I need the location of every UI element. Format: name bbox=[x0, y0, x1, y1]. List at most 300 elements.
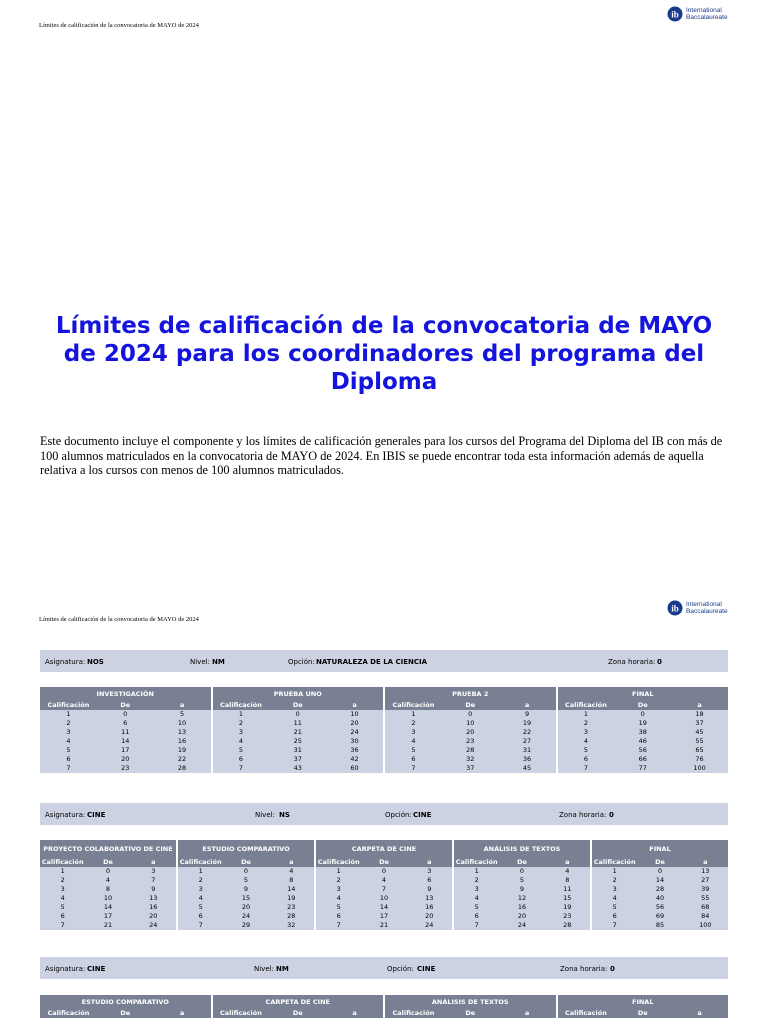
table-cell: 7 bbox=[60, 921, 65, 929]
component-table bbox=[40, 840, 176, 930]
table-cell: 55 bbox=[695, 737, 704, 745]
table-cell: 20 bbox=[149, 912, 158, 920]
table-cell: 2 bbox=[60, 876, 65, 884]
table-cell: 13 bbox=[701, 867, 710, 875]
svg-text:ib: ib bbox=[671, 9, 679, 20]
table-cell: 5 bbox=[243, 876, 249, 884]
logo-line-1: International bbox=[686, 601, 722, 608]
column-headers bbox=[40, 701, 211, 710]
table-cell: 56 bbox=[638, 746, 647, 754]
table-cell: 0 bbox=[519, 867, 525, 875]
table-cell: 3 bbox=[336, 885, 341, 893]
table-cell: 4 bbox=[565, 867, 570, 875]
column-headers bbox=[385, 701, 556, 710]
table-cell: 16 bbox=[517, 903, 527, 911]
table-row bbox=[316, 912, 452, 921]
column-header: a bbox=[524, 1009, 530, 1017]
table-row bbox=[316, 921, 452, 930]
component-table bbox=[178, 840, 314, 930]
table-cell: 27 bbox=[701, 876, 710, 884]
table-cell: 8 bbox=[105, 885, 111, 893]
logo-line-1: International bbox=[686, 7, 722, 14]
table-cell: 0 bbox=[657, 867, 663, 875]
column-header: a bbox=[151, 858, 156, 866]
table-row bbox=[213, 764, 384, 773]
table-row bbox=[178, 921, 314, 930]
table-cell: 24 bbox=[425, 921, 434, 929]
table-cell: 7 bbox=[66, 764, 71, 772]
table-cell: 60 bbox=[350, 764, 359, 772]
table-cell: 20 bbox=[517, 912, 527, 920]
table-cell: 2 bbox=[66, 719, 71, 727]
table-body bbox=[213, 710, 384, 773]
column-headers bbox=[213, 1009, 384, 1018]
table-cell: 0 bbox=[295, 710, 300, 718]
table-cell: 2 bbox=[612, 876, 617, 884]
column-header: Calificación bbox=[564, 701, 607, 709]
table-body bbox=[40, 710, 211, 773]
column-headers bbox=[40, 1009, 211, 1018]
table-cell: 5 bbox=[198, 903, 203, 911]
table-cell: 15 bbox=[241, 894, 251, 902]
table-cell: 6 bbox=[198, 912, 203, 920]
table-row bbox=[454, 921, 590, 930]
table-cell: 1 bbox=[583, 710, 588, 718]
table-cell: 55 bbox=[701, 894, 710, 902]
column-header: De bbox=[379, 858, 389, 866]
column-headers bbox=[178, 858, 314, 867]
component-table bbox=[40, 995, 211, 1018]
table-cell: 7 bbox=[238, 764, 243, 772]
table-cell: 11 bbox=[563, 885, 572, 893]
opcion-label: Opción: bbox=[385, 811, 412, 819]
table-cell: 14 bbox=[121, 737, 130, 745]
component-header: FINAL bbox=[592, 840, 728, 858]
table-cell: 5 bbox=[180, 710, 185, 718]
component-table bbox=[213, 995, 384, 1018]
table-cell: 1 bbox=[474, 867, 479, 875]
table-cell: 100 bbox=[699, 921, 712, 929]
table-cell: 21 bbox=[293, 728, 302, 736]
table-cell: 9 bbox=[151, 885, 156, 893]
table-cell: 76 bbox=[695, 755, 704, 763]
table-cell: 25 bbox=[293, 737, 302, 745]
table-row bbox=[316, 876, 452, 885]
table-cell: 28 bbox=[177, 764, 187, 772]
column-header: Calificación bbox=[455, 858, 498, 866]
logo-line-2: Baccalaureate bbox=[686, 608, 728, 615]
component-table bbox=[592, 840, 728, 930]
table-cell: 4 bbox=[198, 894, 203, 902]
table-cell: 1 bbox=[336, 867, 341, 875]
table-cell: 24 bbox=[350, 728, 359, 736]
table-cell: 0 bbox=[123, 710, 128, 718]
component-table bbox=[385, 687, 556, 773]
table-cell: 3 bbox=[411, 728, 416, 736]
nivel-value: NS bbox=[279, 811, 290, 819]
table-row bbox=[385, 737, 556, 746]
table-cell: 6 bbox=[612, 912, 617, 920]
table-row bbox=[454, 912, 590, 921]
table-cell: 6 bbox=[583, 755, 588, 763]
table-cell: 5 bbox=[583, 746, 588, 754]
table-cell: 5 bbox=[60, 903, 65, 911]
table-cell: 1 bbox=[66, 710, 71, 718]
table-row bbox=[454, 894, 590, 903]
table-cell: 16 bbox=[425, 903, 434, 911]
table-row bbox=[385, 710, 556, 719]
column-headers bbox=[558, 1009, 729, 1018]
component-table bbox=[40, 687, 211, 773]
table-cell: 6 bbox=[336, 912, 341, 920]
table-cell: 20 bbox=[350, 719, 359, 727]
table-row bbox=[178, 867, 314, 876]
table-cell: 28 bbox=[563, 921, 572, 929]
table-cell: 4 bbox=[60, 894, 65, 902]
table-cell: 4 bbox=[583, 737, 588, 745]
column-header: De bbox=[465, 701, 476, 709]
column-header: a bbox=[179, 701, 185, 709]
column-header: a bbox=[352, 701, 357, 709]
table-row bbox=[592, 921, 728, 930]
table-cell: 10 bbox=[379, 894, 389, 902]
table-row bbox=[558, 710, 729, 719]
table-cell: 17 bbox=[379, 912, 389, 920]
table-cell: 19 bbox=[563, 903, 572, 911]
table-cell: 28 bbox=[655, 885, 665, 893]
table-row bbox=[316, 894, 452, 903]
table-cell: 17 bbox=[103, 912, 113, 920]
ib-logo-icon bbox=[667, 600, 683, 616]
table-cell: 14 bbox=[287, 885, 296, 893]
table-cell: 4 bbox=[336, 894, 341, 902]
table-cell: 18 bbox=[695, 710, 704, 718]
zona-value: 0 bbox=[610, 965, 615, 973]
column-header: a bbox=[179, 1009, 185, 1017]
table-body bbox=[178, 867, 314, 930]
asignatura-value: NOS bbox=[87, 658, 104, 666]
table-cell: 9 bbox=[519, 885, 525, 893]
subject-info-bar bbox=[40, 650, 728, 672]
table-cell: 19 bbox=[638, 719, 647, 727]
subject-info-bar bbox=[40, 803, 728, 825]
table-body bbox=[385, 710, 556, 773]
table-cell: 2 bbox=[198, 876, 203, 884]
table-row bbox=[40, 755, 211, 764]
zona-label: Zona horaria: bbox=[608, 658, 656, 666]
column-header: a bbox=[697, 701, 702, 709]
table-cell: 29 bbox=[241, 921, 251, 929]
column-header: Calificación bbox=[41, 858, 84, 866]
table-cell: 3 bbox=[151, 867, 156, 875]
table-cell: 21 bbox=[103, 921, 113, 929]
table-body bbox=[592, 867, 728, 930]
table-cell: 3 bbox=[198, 885, 203, 893]
table-cell: 68 bbox=[701, 903, 710, 911]
column-header: a bbox=[565, 858, 570, 866]
table-cell: 5 bbox=[238, 746, 243, 754]
table-cell: 32 bbox=[466, 755, 475, 763]
table-cell: 3 bbox=[612, 885, 617, 893]
table-cell: 10 bbox=[103, 894, 113, 902]
table-cell: 5 bbox=[474, 903, 479, 911]
intro-paragraph: Este documento incluye el componente y los límites de calificación generales para los cursos del Programa del Diploma del IB con más de 100 alumnos matriculados en la convocatoria de MAYO de 2024. En IBIS se puede encontrar toda esta información además de aquella relativa a los cursos con menos de 100 alumnos matriculados. bbox=[40, 434, 723, 477]
table-cell: 28 bbox=[466, 746, 475, 754]
table-row bbox=[558, 737, 729, 746]
running-header-2: Límites de calificación de la convocatoria de MAYO de 2024 bbox=[39, 616, 199, 623]
table-cell: 4 bbox=[612, 894, 617, 902]
table-row bbox=[558, 719, 729, 728]
table-cell: 3 bbox=[60, 885, 65, 893]
table-row bbox=[40, 728, 211, 737]
table-cell: 28 bbox=[287, 912, 296, 920]
column-header: a bbox=[427, 858, 432, 866]
component-table bbox=[454, 840, 590, 930]
zona-label: Zona horaria: bbox=[559, 811, 607, 819]
table-row bbox=[592, 894, 728, 903]
table-cell: 40 bbox=[655, 894, 665, 902]
table-cell: 65 bbox=[695, 746, 704, 754]
table-row bbox=[592, 903, 728, 912]
column-header: Calificación bbox=[392, 701, 435, 709]
subject-info-bar bbox=[40, 957, 728, 979]
table-cell: 6 bbox=[66, 755, 71, 763]
table-row bbox=[213, 728, 384, 737]
table-cell: 11 bbox=[121, 728, 130, 736]
table-cell: 4 bbox=[411, 737, 416, 745]
column-header: De bbox=[637, 701, 648, 709]
running-header-1: Límites de calificación de la convocatoria de MAYO de 2024 bbox=[39, 22, 199, 29]
table-cell: 13 bbox=[177, 728, 187, 736]
column-header: a bbox=[524, 701, 530, 709]
table-cell: 7 bbox=[336, 921, 341, 929]
table-cell: 36 bbox=[522, 755, 532, 763]
table-cell: 30 bbox=[350, 737, 359, 745]
column-header: Calificación bbox=[317, 858, 360, 866]
table-cell: 66 bbox=[638, 755, 647, 763]
table-cell: 2 bbox=[336, 876, 341, 884]
table-row bbox=[40, 746, 211, 755]
nivel-value: NM bbox=[212, 658, 225, 666]
table-cell: 45 bbox=[695, 728, 704, 736]
column-header: De bbox=[292, 701, 303, 709]
table-row bbox=[40, 903, 176, 912]
opcion-value: NATURALEZA DE LA CIENCIA bbox=[316, 658, 428, 666]
table-cell: 56 bbox=[655, 903, 665, 911]
table-cell: 0 bbox=[381, 867, 387, 875]
column-header: De bbox=[465, 1009, 476, 1017]
table-cell: 2 bbox=[583, 719, 588, 727]
table-cell: 6 bbox=[238, 755, 243, 763]
table-cell: 12 bbox=[517, 894, 527, 902]
column-headers bbox=[558, 701, 729, 710]
table-cell: 19 bbox=[287, 894, 296, 902]
table-cell: 1 bbox=[612, 867, 617, 875]
column-header: De bbox=[120, 701, 131, 709]
table-cell: 9 bbox=[525, 710, 530, 718]
table-cell: 31 bbox=[522, 746, 532, 754]
table-cell: 38 bbox=[638, 728, 647, 736]
table-row bbox=[592, 885, 728, 894]
table-cell: 24 bbox=[149, 921, 158, 929]
table-cell: 8 bbox=[289, 876, 294, 884]
table-row bbox=[316, 867, 452, 876]
ib-logo-2 bbox=[667, 600, 728, 616]
table-cell: 19 bbox=[177, 746, 187, 754]
table-cell: 1 bbox=[238, 710, 243, 718]
table-cell: 23 bbox=[121, 764, 130, 772]
document-title: Límites de calificación de la convocatoria de MAYO de 2024 para los coordinadores del programa del Diploma bbox=[55, 313, 713, 395]
logo-line-2: Baccalaureate bbox=[686, 14, 728, 21]
table-row bbox=[558, 764, 729, 773]
table-body bbox=[40, 867, 176, 930]
table-row bbox=[558, 755, 729, 764]
table-row bbox=[213, 746, 384, 755]
table-cell: 7 bbox=[612, 921, 617, 929]
table-row bbox=[316, 885, 452, 894]
table-row bbox=[316, 903, 452, 912]
table-row bbox=[178, 876, 314, 885]
table-cell: 5 bbox=[411, 746, 416, 754]
ib-logo-icon bbox=[667, 6, 683, 22]
column-headers bbox=[213, 701, 384, 710]
table-cell: 42 bbox=[350, 755, 359, 763]
table-cell: 17 bbox=[121, 746, 130, 754]
table-cell: 5 bbox=[519, 876, 525, 884]
table-row bbox=[213, 737, 384, 746]
boundaries-table bbox=[40, 687, 728, 773]
table-cell: 14 bbox=[379, 903, 389, 911]
table-cell: 4 bbox=[238, 737, 243, 745]
component-table bbox=[213, 687, 384, 773]
table-cell: 1 bbox=[198, 867, 203, 875]
table-row bbox=[385, 764, 556, 773]
table-cell: 7 bbox=[411, 764, 416, 772]
table-cell: 37 bbox=[695, 719, 704, 727]
table-cell: 4 bbox=[474, 894, 479, 902]
table-cell: 7 bbox=[381, 885, 387, 893]
table-cell: 43 bbox=[293, 764, 302, 772]
table-cell: 6 bbox=[411, 755, 416, 763]
column-header: a bbox=[352, 1009, 357, 1017]
nivel-value: NM bbox=[276, 965, 289, 973]
table-cell: 22 bbox=[177, 755, 187, 763]
table-row bbox=[592, 867, 728, 876]
table-cell: 6 bbox=[474, 912, 479, 920]
table-row bbox=[178, 894, 314, 903]
table-cell: 6 bbox=[123, 719, 128, 727]
component-table bbox=[558, 995, 729, 1018]
component-header: PRUEBA UNO bbox=[213, 687, 384, 701]
table-cell: 3 bbox=[583, 728, 588, 736]
table-row bbox=[40, 921, 176, 930]
column-headers bbox=[454, 858, 590, 867]
nivel-label: Nivel: bbox=[254, 965, 274, 973]
component-header: ANÁLISIS DE TEXTOS bbox=[454, 840, 590, 858]
table-cell: 100 bbox=[693, 764, 706, 772]
table-cell: 2 bbox=[474, 876, 479, 884]
column-header: De bbox=[241, 858, 251, 866]
opcion-label: Opción: bbox=[288, 658, 315, 666]
table-row bbox=[40, 867, 176, 876]
table-cell: 4 bbox=[381, 876, 387, 884]
table-body bbox=[454, 867, 590, 930]
column-header: Calificación bbox=[179, 858, 222, 866]
table-cell: 3 bbox=[474, 885, 479, 893]
table-cell: 3 bbox=[427, 867, 432, 875]
table-cell: 7 bbox=[151, 876, 156, 884]
zona-value: 0 bbox=[657, 658, 662, 666]
table-cell: 77 bbox=[638, 764, 647, 772]
table-cell: 2 bbox=[238, 719, 243, 727]
table-row bbox=[40, 885, 176, 894]
asignatura-label: Asignatura: bbox=[45, 811, 86, 819]
table-cell: 9 bbox=[243, 885, 249, 893]
component-header: FINAL bbox=[558, 995, 729, 1009]
table-cell: 19 bbox=[522, 719, 532, 727]
table-cell: 6 bbox=[60, 912, 65, 920]
table-cell: 0 bbox=[468, 710, 473, 718]
nivel-label: Nivel: bbox=[190, 658, 210, 666]
table-cell: 7 bbox=[583, 764, 588, 772]
table-cell: 39 bbox=[701, 885, 710, 893]
opcion-label: Opción: bbox=[387, 965, 414, 973]
table-row bbox=[385, 728, 556, 737]
table-cell: 84 bbox=[701, 912, 710, 920]
table-cell: 11 bbox=[293, 719, 302, 727]
table-cell: 3 bbox=[238, 728, 243, 736]
column-headers bbox=[385, 1009, 556, 1018]
column-header: Calificación bbox=[564, 1009, 607, 1017]
table-cell: 45 bbox=[522, 764, 532, 772]
table-cell: 7 bbox=[474, 921, 479, 929]
column-header: Calificación bbox=[219, 1009, 262, 1017]
table-row bbox=[454, 876, 590, 885]
table-row bbox=[213, 719, 384, 728]
table-cell: 23 bbox=[466, 737, 475, 745]
column-header: Calificación bbox=[593, 858, 636, 866]
table-cell: 4 bbox=[289, 867, 294, 875]
table-cell: 2 bbox=[411, 719, 416, 727]
table-row bbox=[213, 710, 384, 719]
table-cell: 20 bbox=[425, 912, 434, 920]
table-row bbox=[40, 876, 176, 885]
table-row bbox=[40, 764, 211, 773]
column-headers bbox=[40, 858, 176, 867]
asignatura-value: CINE bbox=[87, 811, 106, 819]
table-cell: 46 bbox=[638, 737, 647, 745]
column-header: De bbox=[292, 1009, 303, 1017]
column-header: Calificación bbox=[219, 701, 262, 709]
component-header: ESTUDIO COMPARATIVO bbox=[178, 840, 314, 858]
table-cell: 0 bbox=[640, 710, 645, 718]
table-row bbox=[213, 755, 384, 764]
table-cell: 20 bbox=[121, 755, 130, 763]
column-headers bbox=[316, 858, 452, 867]
table-cell: 5 bbox=[66, 746, 71, 754]
component-header: ANÁLISIS DE TEXTOS bbox=[385, 995, 556, 1009]
table-cell: 10 bbox=[177, 719, 187, 727]
table-cell: 37 bbox=[293, 755, 302, 763]
table-cell: 10 bbox=[350, 710, 359, 718]
table-cell: 32 bbox=[287, 921, 296, 929]
table-cell: 23 bbox=[287, 903, 296, 911]
table-cell: 14 bbox=[655, 876, 665, 884]
ib-logo bbox=[667, 6, 728, 22]
column-header: a bbox=[697, 1009, 702, 1017]
table-row bbox=[385, 719, 556, 728]
table-row bbox=[454, 903, 590, 912]
